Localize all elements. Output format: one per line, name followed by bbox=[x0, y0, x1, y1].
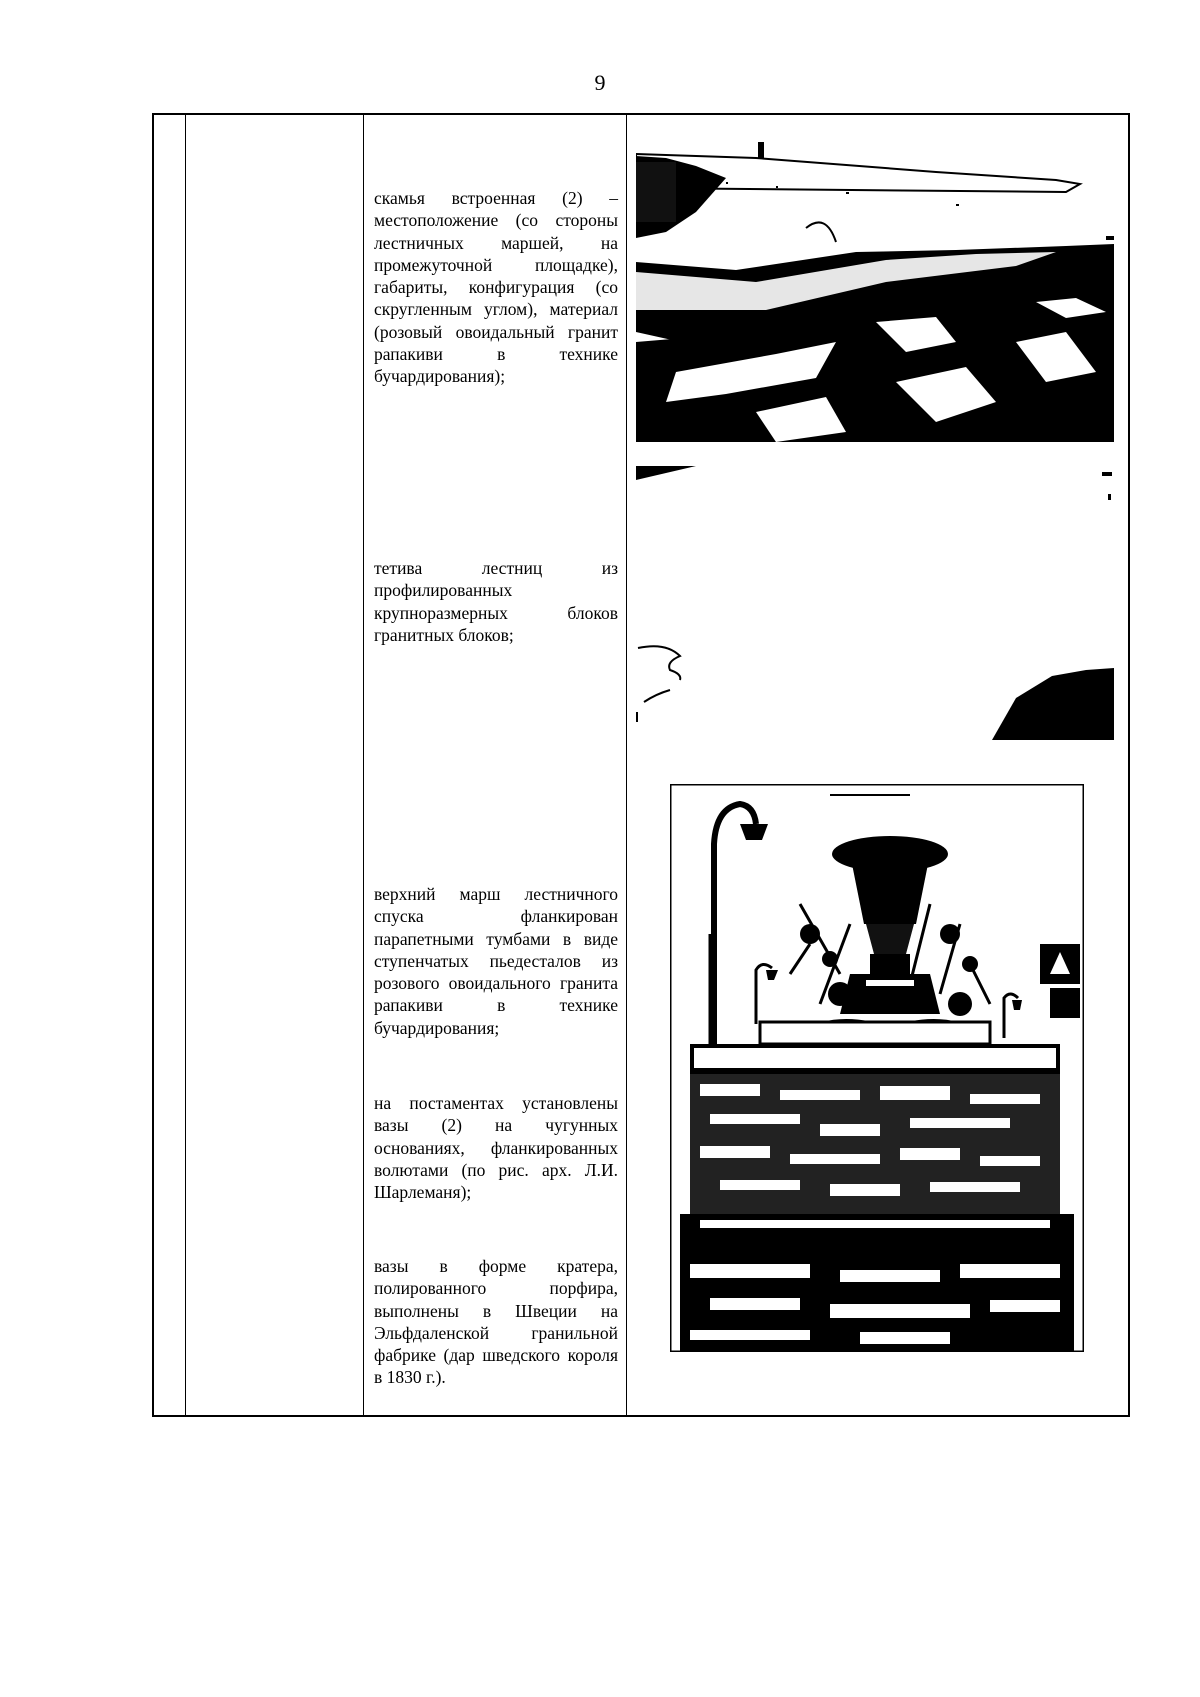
photo-pedestal-vase bbox=[670, 784, 1084, 1352]
column-divider-3 bbox=[626, 115, 627, 1415]
description-vase-crater: вазы в форме кратера, полированного порфира, выполнены в Швеции на Эльфдаленской гранильной фабрике (дар шведского короля в 1830 г.). bbox=[374, 1256, 618, 1388]
column-divider-2 bbox=[363, 115, 364, 1415]
description-stringer: тетива лестниц из профилированных крупноразмерных блоков гранитных блоков; bbox=[374, 558, 618, 645]
photo-pedestal-vase-image bbox=[670, 784, 1084, 1352]
photo-stringer-image bbox=[636, 466, 1114, 740]
photo-bench-image bbox=[636, 142, 1114, 442]
photo-stringer bbox=[636, 466, 1114, 740]
description-parapet-pedestals: верхний марш лестничного спуска фланкирован парапетными тумбами в виде ступенчатых пьедесталов из розового овоидального гранита рапакиви в технике бучардирования; bbox=[374, 884, 618, 1038]
description-vase-bases: на постаментах установлены вазы (2) на чугунных основаниях, фланкированных волютами (по рис. арх. Л.И. Шарлеманя); bbox=[374, 1093, 618, 1203]
page-number: 9 bbox=[594, 70, 606, 95]
column-divider-1 bbox=[185, 115, 186, 1415]
description-bench: скамья встроенная (2) – местоположение (со стороны лестничных маршей, на промежуточной площадке), габариты, конфигурация (со скругленным углом), материал (розовый овоидальный гранит рапакиви в технике бучардирования); bbox=[374, 188, 618, 387]
photo-bench bbox=[636, 142, 1114, 442]
